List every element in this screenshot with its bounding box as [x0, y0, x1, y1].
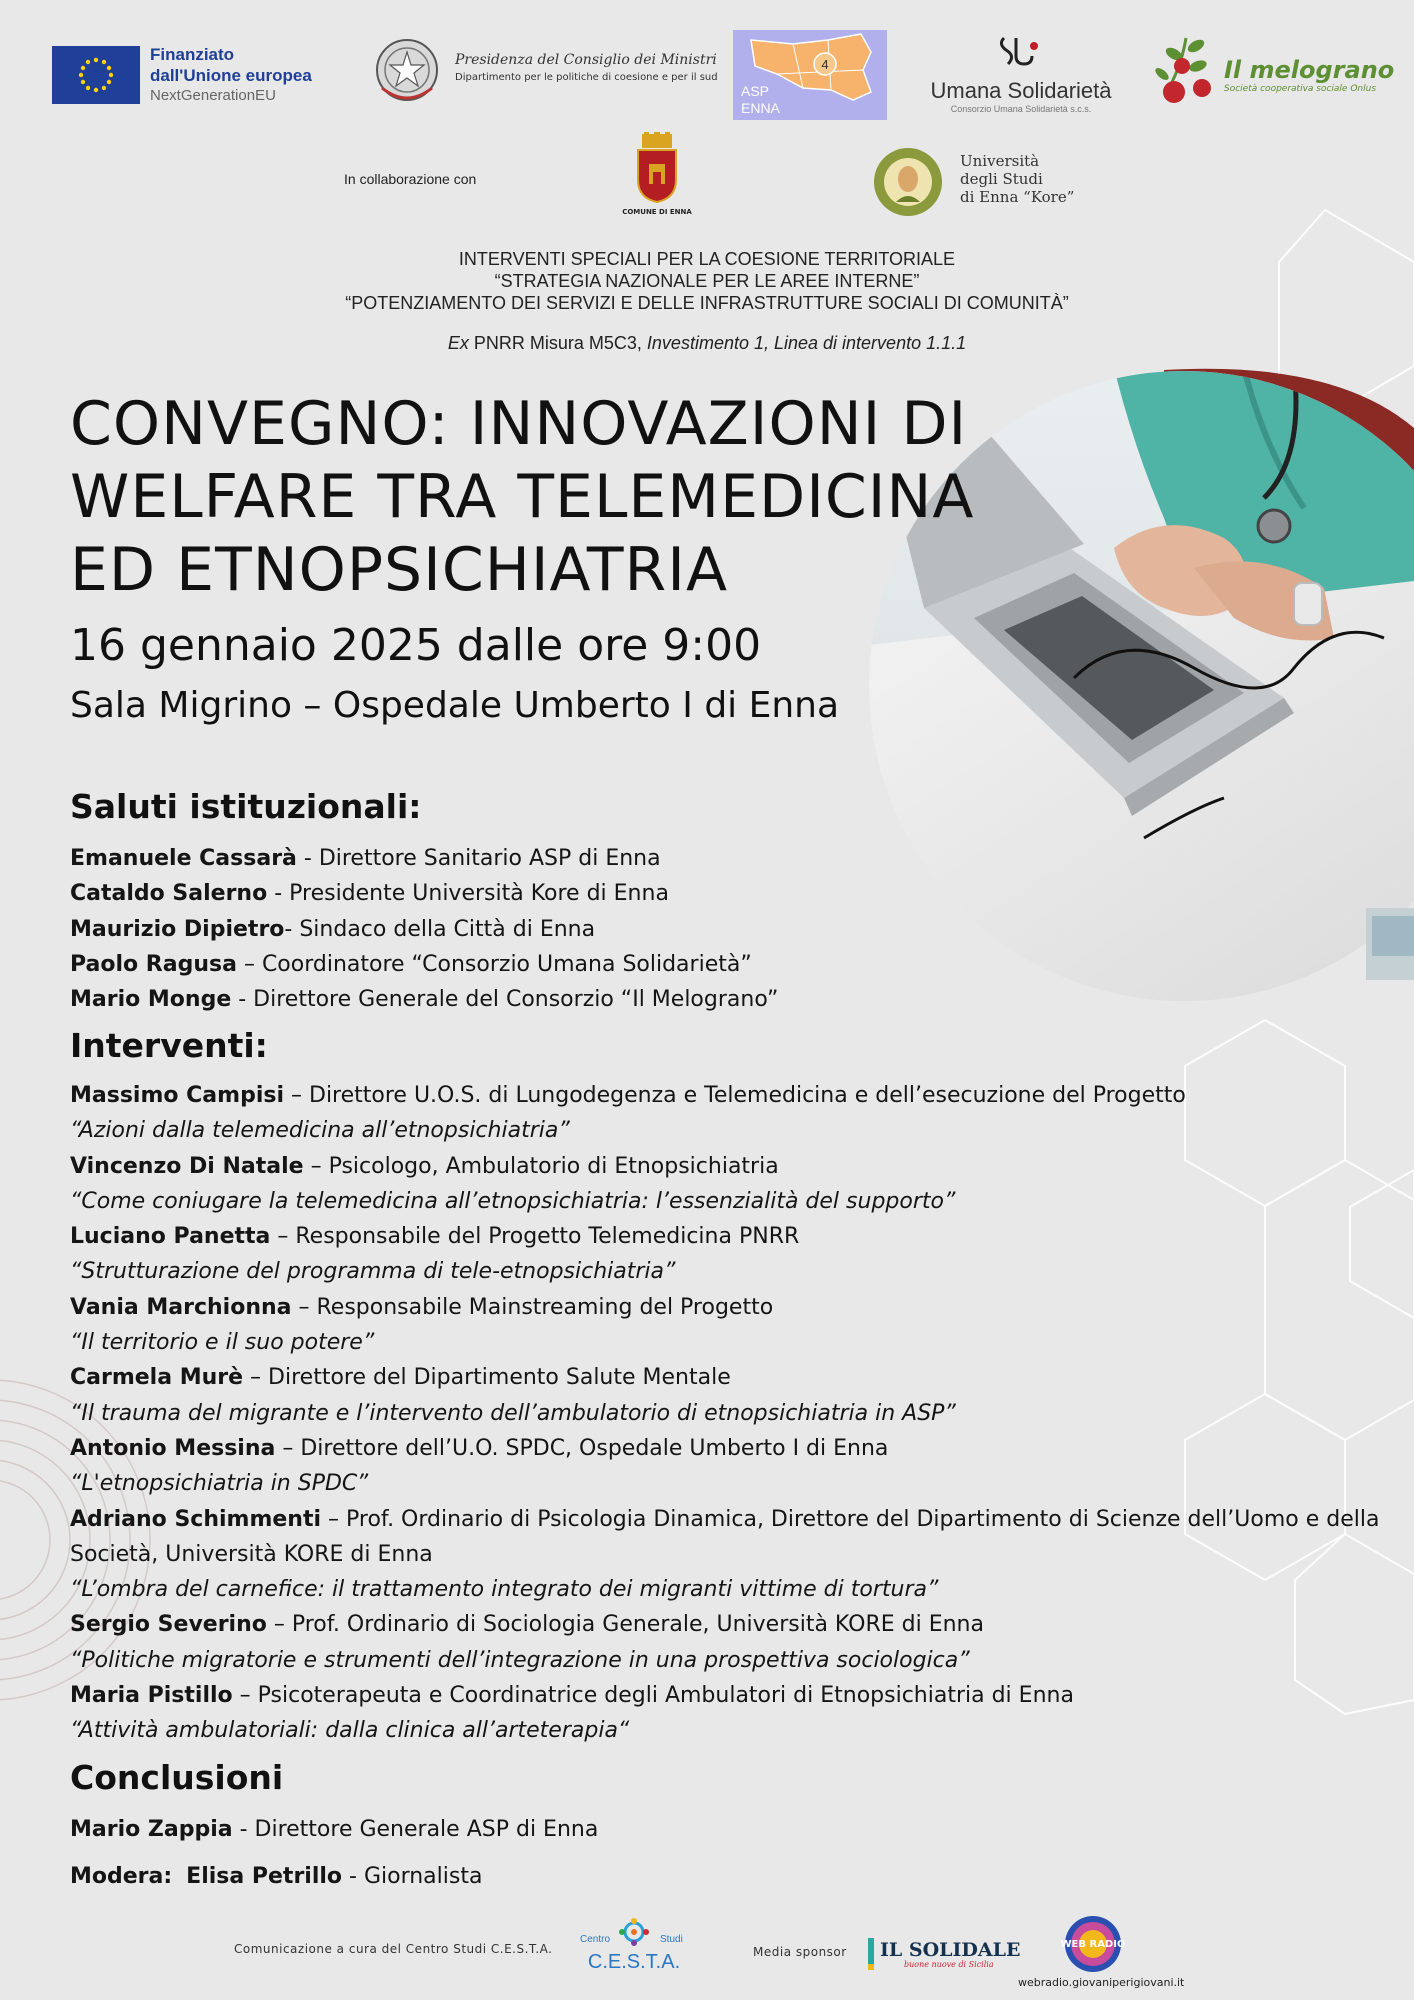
- solidale-sub: buone nuove di Sicilia: [904, 1960, 994, 1969]
- list-item: [70, 1431, 1400, 1466]
- eu-line2: dall'Unione europea: [150, 66, 312, 85]
- eu-line1: Finanziato: [150, 45, 235, 64]
- asp-enna-logo: [733, 30, 887, 120]
- eu-funding-text: [150, 44, 312, 106]
- speaker-name: Sergio Severino: [70, 1612, 267, 1638]
- collaboration-label: In collaborazione con: [344, 171, 477, 187]
- title-line1: CONVEGNO: INNOVAZIONI DI: [70, 389, 968, 459]
- melograno-name: Il melograno: [1224, 56, 1395, 84]
- speaker-role: – Direttore dell’U.O. SPDC, Ospedale Umberto I di Enna: [275, 1435, 889, 1461]
- speaker-role: – Prof. Ordinario di Sociologia Generale, Università KORE di Enna: [266, 1612, 984, 1638]
- speaker-name: Emanuele Cassarà: [70, 846, 297, 871]
- communication-credit: Comunicazione a cura del Centro Studi C.E.S.T.A.: [234, 1942, 553, 1956]
- speaker-role: – Responsabile del Progetto Telemedicina PNRR: [270, 1224, 800, 1250]
- speaker-name: Antonio Messina: [70, 1435, 276, 1461]
- program-line1: INTERVENTI SPECIALI PER LA COESIONE TERRITORIALE: [458, 249, 956, 269]
- program-line2: “STRATEGIA NAZIONALE PER LE AREE INTERNE”: [494, 271, 920, 291]
- kore-line1: Università: [960, 152, 1040, 170]
- conclusioni-list: [70, 1812, 1400, 1847]
- solidale-name: IL SOLIDALE: [880, 1939, 1021, 1961]
- list-item: [70, 912, 1400, 947]
- webradio-url: webradio.giovaniperigiovani.it: [1018, 1976, 1185, 1989]
- moderator-role: - Giornalista: [342, 1864, 483, 1889]
- talk-topic: “Politiche migratorie e strumenti dell’integrazione in una prospettiva sociologica”: [70, 1647, 970, 1673]
- list-item: [70, 1219, 1400, 1254]
- moderator-name: Elisa Petrillo: [186, 1864, 343, 1889]
- speaker-name: Mario Zappia: [70, 1817, 233, 1842]
- list-item: [70, 1502, 1400, 1573]
- moderator-label: Modera:: [70, 1864, 173, 1889]
- talk-topic: “L’ombra del carnefice: il trattamento integrato dei migranti vittime di tortura”: [70, 1577, 939, 1603]
- talk-topic: “Attività ambulatoriali: dalla clinica all’arteterapia“: [70, 1718, 630, 1744]
- comune-enna-crest: [634, 132, 680, 204]
- university-kore-seal: [872, 146, 944, 218]
- speaker-role: - Direttore Generale ASP di Enna: [232, 1817, 599, 1842]
- webradio-logo: [1062, 1914, 1124, 1974]
- cesta-top-right: Studi: [660, 1934, 683, 1945]
- event-title: [70, 388, 1120, 607]
- speaker-role: - Presidente Università Kore di Enna: [267, 881, 669, 907]
- event-date: 16 gennaio 2025 dalle ore 9:00: [70, 620, 762, 671]
- interventi-list: [70, 1078, 1400, 1749]
- ex-main: PNRR Misura M5C3,: [468, 333, 647, 353]
- presidenza-line1: Presidenza del Consiglio dei Ministri: [455, 52, 717, 68]
- asp-line2: ENNA: [741, 100, 780, 116]
- speaker-role: - Sindaco della Città di Enna: [284, 916, 596, 942]
- title-line2: WELFARE TRA TELEMEDICINA: [70, 462, 975, 532]
- speaker-name: Adriano Schimmenti: [70, 1506, 322, 1532]
- saluti-list: [70, 841, 1400, 1017]
- speaker-name: Mario Monge: [70, 987, 232, 1013]
- title-line3: ED ETNOPSICHIATRIA: [70, 535, 728, 605]
- speaker-role: - Direttore Generale del Consorzio “Il Melograno”: [231, 987, 779, 1013]
- speaker-role: – Psicoterapeuta e Coordinatrice degli Ambulatori di Etnopsichiatria di Enna: [232, 1683, 1074, 1709]
- saluti-title: Saluti istituzionali:: [70, 787, 422, 826]
- speaker-role: - Direttore Sanitario ASP di Enna: [296, 846, 661, 871]
- media-sponsor-label: Media sponsor: [753, 1945, 847, 1959]
- umana-name: Umana Solidarietà: [930, 78, 1112, 103]
- speaker-name: Maurizio Dipietro: [70, 916, 285, 942]
- webradio-logo-text: WEB RADIO: [1060, 1939, 1126, 1950]
- talk-topic: “Strutturazione del programma di tele-etnopsichiatria”: [70, 1259, 676, 1285]
- list-item: [70, 1360, 1400, 1395]
- comune-enna-label: COMUNE DI ENNA: [622, 208, 692, 216]
- presidenza-text: [455, 52, 718, 83]
- speaker-role: – Direttore U.O.S. di Lungodegenza e Telemedicina e dell’esecuzione del Progetto: [284, 1083, 1186, 1108]
- list-item: [70, 876, 1400, 911]
- speaker-name: Vincenzo Di Natale: [70, 1153, 304, 1179]
- presidenza-line2: Dipartimento per le politiche di coesione e per il sud: [455, 72, 718, 83]
- umana-solidarieta-mark: [996, 34, 1040, 70]
- eu-line3: NextGenerationEU: [150, 87, 276, 104]
- cesta-name: C.E.S.T.A.: [587, 1951, 681, 1973]
- university-kore-text: [960, 152, 1074, 206]
- moderator-line: [70, 1859, 1400, 1894]
- interventi-title: Interventi:: [70, 1026, 268, 1065]
- talk-topic: “L'etnopsichiatria in SPDC”: [70, 1471, 369, 1497]
- list-item: [70, 1290, 1400, 1325]
- speaker-name: Cataldo Salerno: [70, 881, 268, 907]
- ex-prefix: Ex: [447, 333, 469, 353]
- speaker-role: – Prof. Ordinario di Psicologia Dinamica, Direttore del Dipartimento di Scienze dell’Uomo e della Società, Università KORE di Enna: [70, 1506, 1380, 1567]
- list-item: [70, 947, 1400, 982]
- talk-topic: “Azioni dalla telemedicina all’etnopsichiatria”: [70, 1118, 570, 1144]
- italian-republic-emblem: [374, 36, 440, 106]
- kore-line2: degli Studi: [960, 170, 1043, 188]
- speaker-name: Massimo Campisi: [70, 1083, 285, 1108]
- pnrr-reference: [0, 333, 1414, 354]
- speaker-role: – Direttore del Dipartimento Salute Mentale: [243, 1365, 731, 1391]
- cesta-logo: [572, 1918, 696, 1982]
- list-item: [70, 1812, 1400, 1847]
- cesta-top-left: Centro: [580, 1934, 611, 1945]
- ex-rest: Investimento 1, Linea di intervento 1.1.1: [646, 333, 967, 353]
- eu-flag-logo: [52, 46, 140, 104]
- speaker-name: Carmela Murè: [70, 1365, 244, 1391]
- speaker-role: – Coordinatore “Consorzio Umana Solidarietà”: [236, 951, 752, 977]
- event-venue: Sala Migrino – Ospedale Umberto I di Enna: [70, 685, 840, 726]
- list-item: [70, 982, 1400, 1017]
- kore-line3: di Enna “Kore”: [960, 188, 1075, 206]
- pomegranate-icon: [1152, 32, 1222, 110]
- umana-solidarieta-text: [916, 78, 1126, 114]
- asp-line1: ASP: [741, 83, 770, 99]
- list-item: [70, 841, 1400, 876]
- talk-topic: “Come coniugare la telemedicina all’etnopsichiatria: l’essenzialità del supporto”: [70, 1188, 956, 1214]
- asp-badge: 4: [821, 57, 829, 72]
- conclusioni-title: Conclusioni: [70, 1758, 284, 1797]
- umana-sub: Consorzio Umana Solidarietà s.c.s.: [950, 104, 1092, 114]
- program-header: [0, 248, 1414, 314]
- speaker-role: – Responsabile Mainstreaming del Progetto: [291, 1294, 774, 1320]
- talk-topic: “Il territorio e il suo potere”: [70, 1330, 375, 1356]
- speaker-name: Luciano Panetta: [70, 1224, 271, 1250]
- list-item: [70, 1678, 1400, 1713]
- speaker-name: Maria Pistillo: [70, 1683, 233, 1709]
- speaker-name: Paolo Ragusa: [70, 951, 237, 977]
- melograno-text: [1224, 56, 1394, 94]
- melograno-sub: Società cooperativa sociale Onlus: [1224, 84, 1377, 94]
- speaker-name: Vania Marchionna: [70, 1294, 292, 1320]
- talk-topic: “Il trauma del migrante e l’intervento dell’ambulatorio di etnopsichiatria in ASP”: [70, 1400, 956, 1426]
- program-line3: “POTENZIAMENTO DEI SERVIZI E DELLE INFRASTRUTTURE SOCIALI DI COMUNITÀ”: [345, 293, 1069, 313]
- list-item: [70, 1607, 1400, 1642]
- speaker-role: – Psicologo, Ambulatorio di Etnopsichiatria: [303, 1153, 779, 1179]
- il-solidale-logo: [866, 1934, 1021, 1974]
- list-item: [70, 1078, 1400, 1113]
- list-item: [70, 1149, 1400, 1184]
